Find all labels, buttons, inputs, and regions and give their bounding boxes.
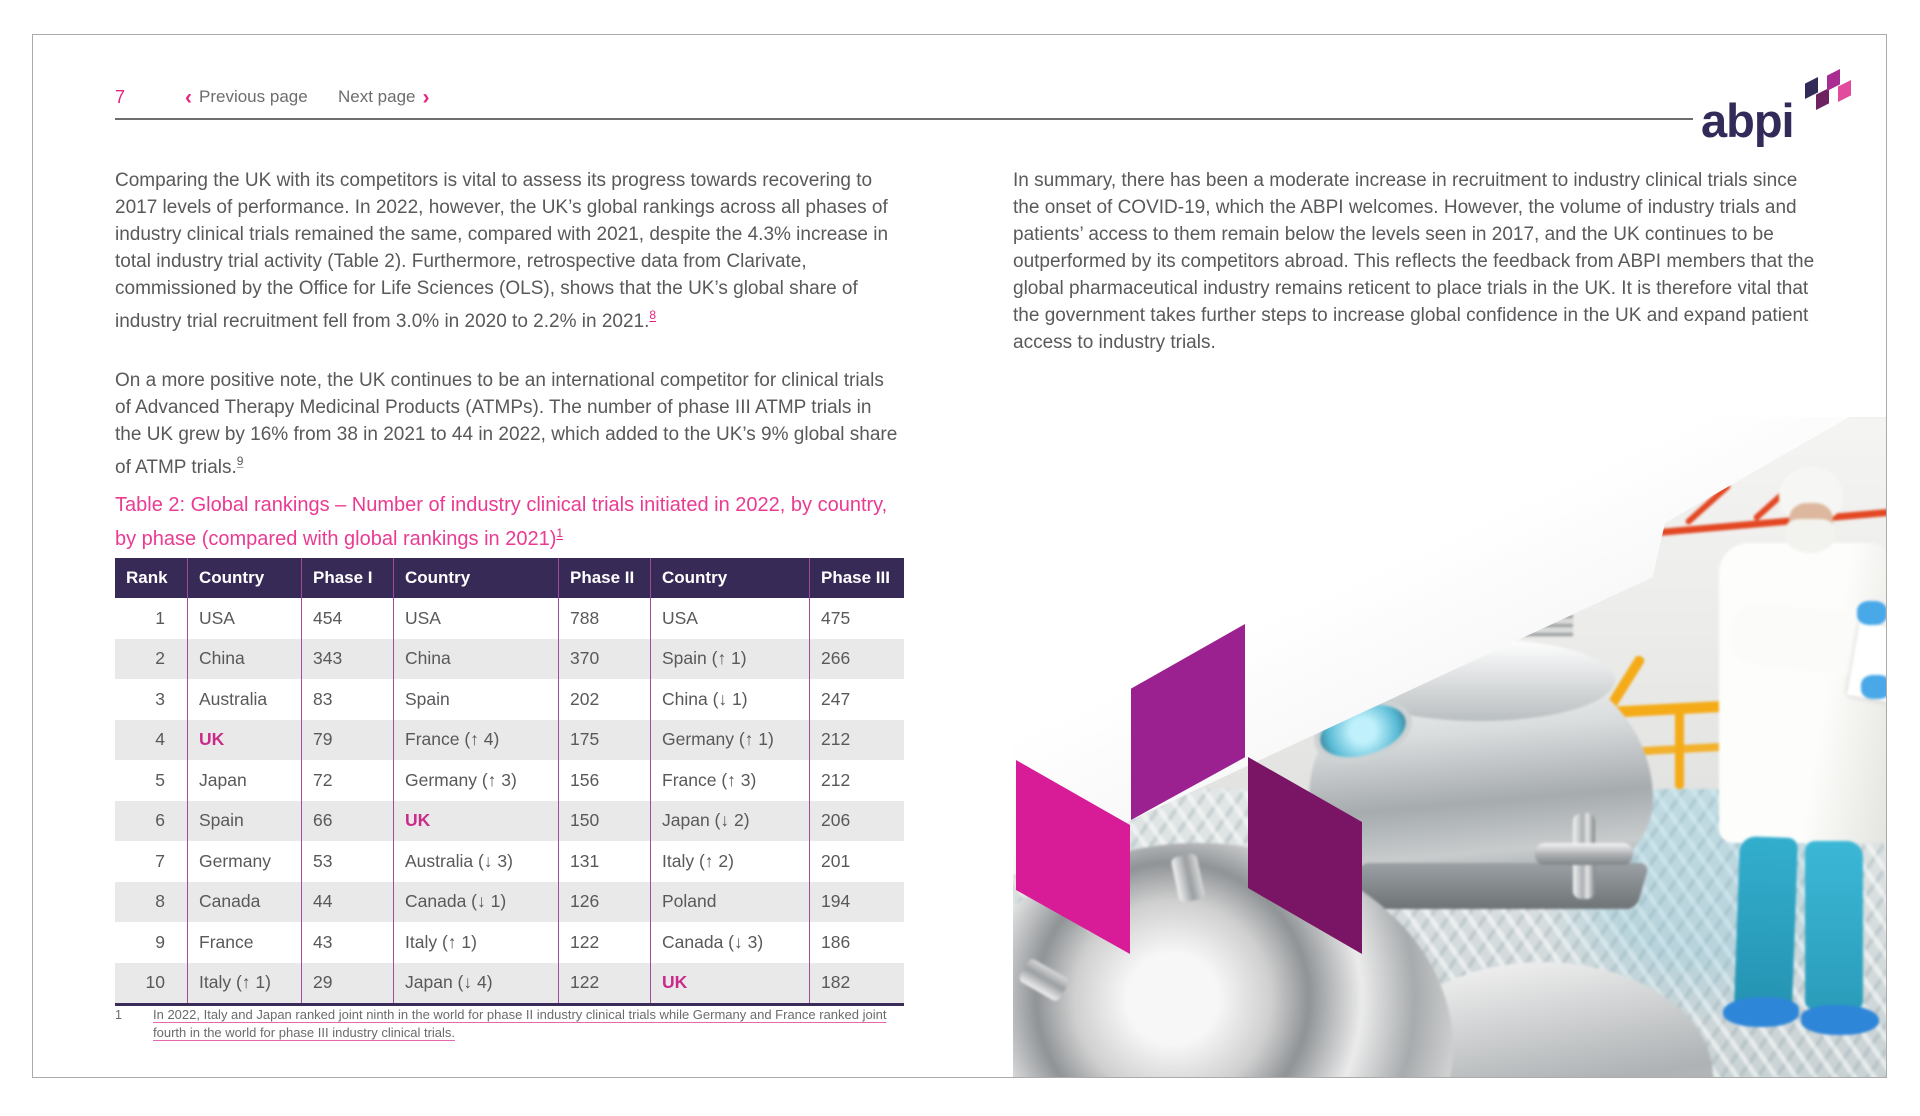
table-caption-text: Table 2: Global rankings – Number of industry clinical trials initiated in 2022, by country, by phase (compared with global rankings in 2021)	[115, 494, 888, 550]
table-cell-country-phase3: Japan (↓ 2)	[650, 801, 809, 842]
table-cell-rank: 6	[155, 810, 165, 831]
table-cell-value-phase2: 150	[558, 801, 650, 842]
photo-worker-shoe	[1801, 1005, 1879, 1035]
table-row	[115, 882, 904, 923]
table-header-cell: Phase III	[809, 558, 904, 598]
photo-shape-handle	[1535, 843, 1633, 865]
next-page-link[interactable]	[338, 87, 430, 107]
table-cell-value-phase3: 266	[809, 639, 904, 680]
chevron-right-icon: ›	[422, 85, 430, 109]
table-cell-value-phase3: 212	[809, 720, 904, 761]
table-cell-rank: 1	[155, 607, 165, 628]
table-cell-value-phase3: 186	[809, 922, 904, 963]
photo-shape-tank-base	[1346, 863, 1649, 909]
table-row	[115, 841, 904, 882]
table-row	[115, 801, 904, 842]
paragraph-summary	[1013, 167, 1819, 356]
table-cell-country-phase2: UK	[393, 801, 558, 842]
table-cell-country-phase3: UK	[650, 963, 809, 1004]
table-cell-value-phase2: 131	[558, 841, 650, 882]
table-cell-value-phase1: 53	[301, 841, 393, 882]
abpi-logo-text: abpi	[1701, 94, 1794, 147]
table-cell-country-phase1: Germany	[187, 841, 301, 882]
table-cell-value-phase3: 247	[809, 679, 904, 720]
table-cell-country-phase3: Germany (↑ 1)	[650, 720, 809, 761]
table-cell-value-phase1: 43	[301, 922, 393, 963]
header-divider	[115, 118, 1693, 120]
table-cell-value-phase3: 206	[809, 801, 904, 842]
table-cell-country-phase1: Australia	[187, 679, 301, 720]
paragraph-text: Comparing the UK with its competitors is vital to assess its progress towards recovering to 2017 levels of performance. In 2022, however, the UK’s global rankings across all phases of industry clinical trials remained the same, compared with 2021, despite the 4.3% increase in total industry trial activity (Table 2). Furthermore, retrospective data from Clarivate, commissioned by the Office for Life Sciences (OLS), shows that the UK’s global share of industry trial recruitment fell from 3.0% in 2020 to 2.2% in 2021.	[115, 170, 889, 332]
table-header-row	[115, 558, 904, 598]
photo-worker-shoe	[1723, 997, 1799, 1027]
table-cell-value-phase2: 175	[558, 720, 650, 761]
table-cell-value-phase2: 126	[558, 882, 650, 923]
table-cell-value-phase2: 122	[558, 922, 650, 963]
table-cell-value-phase3: 212	[809, 760, 904, 801]
chevron-left-icon: ‹	[185, 85, 192, 109]
table-row	[115, 922, 904, 963]
table-cell-value-phase3: 182	[809, 963, 904, 1004]
table-cell-value-phase2: 156	[558, 760, 650, 801]
table-header-cell: Country	[187, 558, 301, 598]
photo-worker-glove	[1857, 601, 1887, 625]
table-header-cell: Phase II	[558, 558, 650, 598]
table-cell-country-phase3: China (↓ 1)	[650, 679, 809, 720]
table-cell-country-phase2: Canada (↓ 1)	[393, 882, 558, 923]
table-header-cell: Phase I	[301, 558, 393, 598]
footnote-ref-8[interactable]: 8	[649, 308, 657, 322]
table-cell-country-phase3: USA	[650, 598, 809, 639]
table-cell-rank: 8	[155, 891, 165, 912]
table-cell-country-phase3: Canada (↓ 3)	[650, 922, 809, 963]
previous-page-link[interactable]	[185, 87, 308, 107]
table-cell-value-phase3: 475	[809, 598, 904, 639]
table-cell-value-phase2: 122	[558, 963, 650, 1004]
table-cell-rank: 2	[155, 648, 165, 669]
table-cell-country-phase2: China	[393, 639, 558, 680]
page-number: 7	[115, 87, 126, 107]
table-cell-value-phase1: 343	[301, 639, 393, 680]
table-row	[115, 963, 904, 1004]
footnote-ref-9[interactable]: 9	[236, 454, 244, 468]
table-row	[115, 720, 904, 761]
table-cell-country-phase1: Spain	[187, 801, 301, 842]
table-cell-rank: 3	[155, 688, 165, 709]
table-cell-rank: 10	[145, 972, 165, 993]
table-cell-rank: 4	[155, 729, 165, 750]
table-caption	[115, 491, 899, 553]
table-row	[115, 760, 904, 801]
abpi-logo	[1701, 71, 1871, 147]
table-row	[115, 679, 904, 720]
table-cell-value-phase2: 202	[558, 679, 650, 720]
table-cell-country-phase2: USA	[393, 598, 558, 639]
table-cell-country-phase2: Australia (↓ 3)	[393, 841, 558, 882]
table-cell-value-phase1: 83	[301, 679, 393, 720]
table-cell-rank: 5	[155, 769, 165, 790]
table-cell-value-phase3: 194	[809, 882, 904, 923]
paragraph-uk-competitors	[115, 167, 899, 335]
page-card	[32, 34, 1887, 1078]
footnote-text: In 2022, Italy and Japan ranked joint ninth in the world for phase II industry clinical trials while Germany and France ranked joint fourth in the world for phase III industry clinical trials.	[153, 1007, 887, 1040]
table-row	[115, 639, 904, 680]
table-cell-country-phase3: Spain (↑ 1)	[650, 639, 809, 680]
paragraph-atmp	[115, 367, 899, 481]
photo-worker-mask	[1785, 519, 1835, 553]
table-cell-value-phase1: 44	[301, 882, 393, 923]
table-cell-country-phase2: Germany (↑ 3)	[393, 760, 558, 801]
table-cell-value-phase1: 454	[301, 598, 393, 639]
paragraph-text: On a more positive note, the UK continues to be an international competitor for clinical trials of Advanced Therapy Medicinal Products (ATMPs). The number of phase III ATMP trials in the UK grew by 16% from 38 in 2021 to 44 in 2022, which added to the UK’s 9% global share of ATMP trials.	[115, 370, 898, 478]
table-cell-country-phase1: Italy (↑ 1)	[187, 963, 301, 1004]
table-cell-rank: 9	[155, 931, 165, 952]
table-cell-value-phase3: 201	[809, 841, 904, 882]
footnote-marker: 1	[115, 1008, 122, 1022]
table-cell-country-phase1: Canada	[187, 882, 301, 923]
table-cell-value-phase1: 72	[301, 760, 393, 801]
table-cell-value-phase2: 370	[558, 639, 650, 680]
table-cell-value-phase1: 29	[301, 963, 393, 1004]
paragraph-text: In summary, there has been a moderate increase in recruitment to industry clinical trials since the onset of COVID-19, which the ABPI welcomes. However, the volume of industry trials and patients’ access to them remain below the levels seen in 2017, and the UK continues to be outperformed by its competitors abroad. This reflects the feedback from ABPI members that the global pharmaceutical industry remains reticent to place trials in the UK. It is therefore vital that the government takes further steps to increase global confidence in the UK and expand patient access to industry trials.	[1013, 170, 1815, 353]
table-header-cell: Country	[650, 558, 809, 598]
table-cell-country-phase1: China	[187, 639, 301, 680]
table-cell-country-phase3: Italy (↑ 2)	[650, 841, 809, 882]
table-cell-country-phase1: USA	[187, 598, 301, 639]
table-header-cell: Rank	[126, 568, 168, 587]
table-cell-country-phase3: France (↑ 3)	[650, 760, 809, 801]
photo-worker-leg	[1734, 836, 1798, 1010]
table-cell-value-phase1: 66	[301, 801, 393, 842]
table-row	[115, 598, 904, 639]
table-cell-country-phase1: UK	[187, 720, 301, 761]
table-cell-country-phase2: Japan (↓ 4)	[393, 963, 558, 1004]
previous-page-label: Previous page	[199, 87, 308, 106]
table-cell-country-phase2: France (↑ 4)	[393, 720, 558, 761]
cleanroom-photo	[1013, 417, 1887, 1078]
footnote-ref-1[interactable]: 1	[556, 526, 564, 540]
photo-worker-glove	[1861, 675, 1887, 699]
table-cell-value-phase1: 79	[301, 720, 393, 761]
table-cell-country-phase1: France	[187, 922, 301, 963]
table-cell-rank: 7	[155, 850, 165, 871]
footnote	[115, 1006, 905, 1042]
table-cell-country-phase2: Spain	[393, 679, 558, 720]
table-cell-country-phase3: Poland	[650, 882, 809, 923]
photo-worker-leg	[1805, 841, 1863, 1009]
rankings-table	[115, 558, 904, 1006]
table-cell-value-phase2: 788	[558, 598, 650, 639]
table-cell-country-phase1: Japan	[187, 760, 301, 801]
next-page-label: Next page	[338, 87, 416, 106]
table-header-cell: Country	[393, 558, 558, 598]
table-cell-country-phase2: Italy (↑ 1)	[393, 922, 558, 963]
table-body	[115, 598, 904, 1006]
